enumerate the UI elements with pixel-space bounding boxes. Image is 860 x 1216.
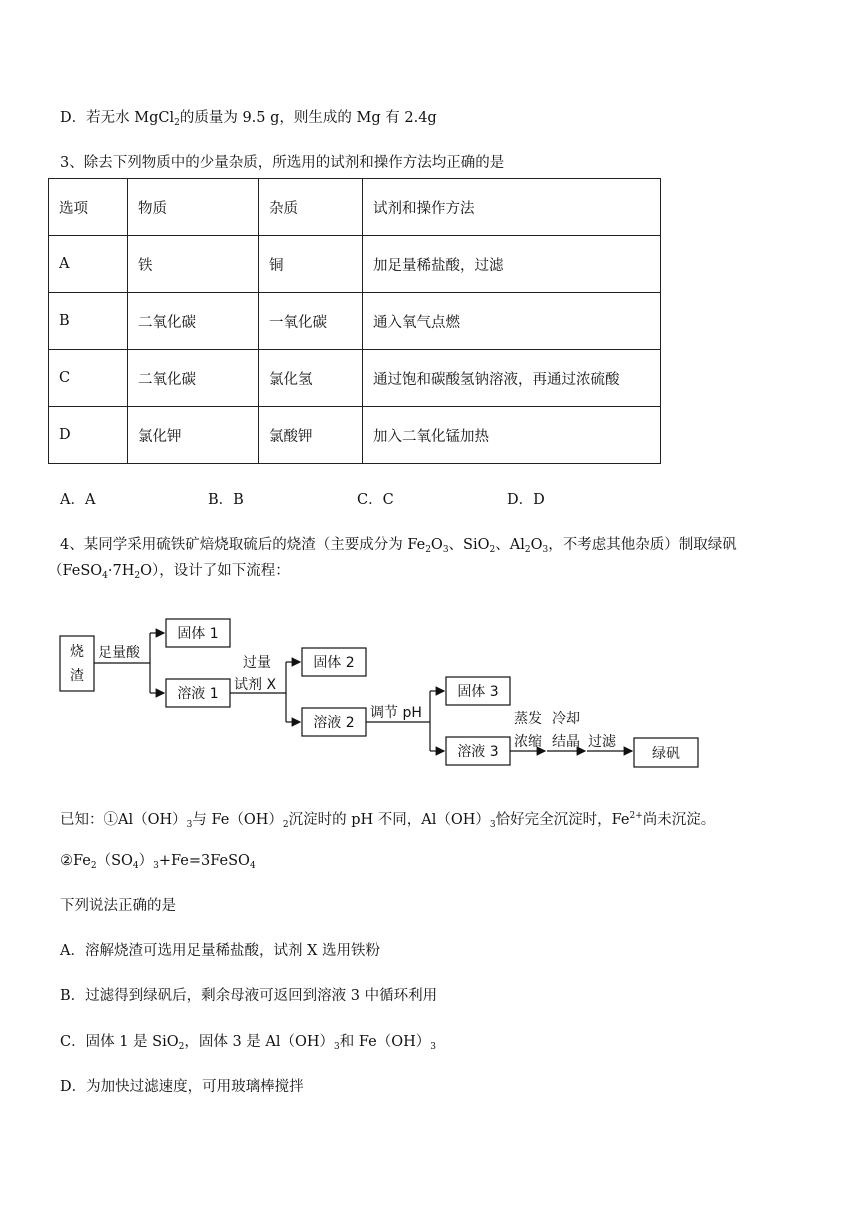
flow-evap-top: 蒸发	[514, 711, 542, 727]
box-solution2	[302, 708, 366, 736]
table-cell: C	[49, 350, 128, 407]
text: ②Fe	[60, 853, 91, 869]
text: ，不考虑其他杂质）制取绿矾	[548, 537, 737, 553]
flow-cool-bottom: 结晶	[552, 734, 580, 750]
flow-start-1: 烧	[70, 644, 84, 660]
text: ·7H	[107, 563, 135, 579]
q3-options-table	[48, 178, 661, 464]
flow-solution1: 溶液 1	[177, 686, 219, 702]
text: ，固体 3 是 Al（OH）	[184, 1034, 335, 1050]
subscript: 3	[542, 545, 549, 555]
table-header-row	[49, 179, 661, 236]
table-row	[49, 350, 661, 407]
q4-stem-line1	[60, 535, 737, 560]
text: 与 Fe（OH）	[192, 812, 283, 828]
table-cell: 通过饱和碳酸氢钠溶液，再通过浓硫酸	[363, 350, 661, 407]
text: 恰好完全沉淀时，Fe	[495, 812, 630, 828]
box-solid2	[302, 648, 366, 676]
table-cell: 氯化氢	[259, 350, 363, 407]
text: ）	[138, 853, 154, 869]
text: 已知：①Al（OH）	[60, 812, 187, 828]
q4-option-c	[60, 1032, 436, 1057]
table-header-cell: 选项	[49, 179, 128, 236]
box-solid3	[446, 677, 510, 705]
flow-step2-top: 过量	[243, 655, 271, 671]
flow-solution2: 溶液 2	[313, 715, 355, 731]
q2-option-d	[60, 108, 437, 133]
flow-product: 绿矾	[652, 746, 680, 762]
q2-option-d-text: D．若无水 MgCl	[60, 110, 175, 126]
subscript: 2	[489, 545, 496, 555]
box-product	[634, 738, 698, 767]
q3-answer-a: A．A	[60, 492, 96, 508]
q3-answer-d: D．D	[507, 492, 545, 508]
subscript: 2	[90, 861, 97, 871]
flow-evap-bottom: 浓缩	[514, 734, 542, 750]
q4-option-a: A．溶解烧渣可选用足量稀盐酸，试剂 X 选用铁粉	[60, 943, 381, 959]
table-row	[49, 407, 661, 464]
subscript: 2	[425, 545, 431, 555]
q4-prompt: 下列说法正确的是	[60, 898, 176, 914]
subscript: 2	[178, 1042, 185, 1052]
table-row	[49, 293, 661, 350]
table-cell: 通入氧气点燃	[363, 293, 661, 350]
q4-option-d: D．为加快过滤速度，可用玻璃棒搅拌	[60, 1079, 304, 1095]
q2-option-d-text-rest: 的质量为 9.5 g，则生成的 Mg 有 2.4g	[179, 110, 437, 126]
q3-answer-c: C．C	[357, 492, 394, 508]
text: （SO	[96, 853, 133, 869]
text: +Fe=3FeSO	[158, 853, 250, 869]
flow-step2-bottom: 试剂 X	[234, 677, 277, 693]
text: 尚未沉淀。	[642, 812, 716, 828]
flow-solid1: 固体 1	[177, 626, 219, 642]
subscript: 3	[442, 545, 449, 555]
flow-cool-top: 冷却	[552, 711, 580, 727]
flow-start-2: 渣	[70, 668, 84, 684]
q4-option-b: B．过滤得到绿矾后，剩余母液可返回到溶液 3 中循环利用	[60, 988, 438, 1004]
subscript: 2	[282, 820, 289, 830]
subscript: 3	[186, 820, 193, 830]
subscript: 4	[102, 571, 108, 581]
table-cell: 氯化钾	[128, 407, 259, 464]
table-cell: 加入二氧化锰加热	[363, 407, 661, 464]
table-cell: A	[49, 236, 128, 293]
subscript: 4	[249, 861, 256, 871]
table-header-cell: 杂质	[259, 179, 363, 236]
table-header-cell: 物质	[128, 179, 259, 236]
q4-known-1	[60, 806, 715, 835]
text: 沉淀时的 pH 不同，Al（OH）	[288, 812, 490, 828]
table-cell: 铜	[259, 236, 363, 293]
subscript: 3	[430, 1042, 437, 1052]
flow-filter: 过滤	[588, 734, 616, 750]
table-cell: 一氧化碳	[259, 293, 363, 350]
table-cell: 二氧化碳	[128, 293, 259, 350]
subscript: 3	[489, 820, 496, 830]
subscript: 3	[334, 1042, 340, 1052]
text: O），设计了如下流程：	[140, 563, 290, 579]
subscript: 2	[174, 118, 180, 128]
q4-known-2	[60, 851, 256, 876]
table-cell: 二氧化碳	[128, 350, 259, 407]
table-cell: D	[49, 407, 128, 464]
superscript: 2+	[629, 811, 643, 821]
text: C．固体 1 是 SiO	[60, 1034, 179, 1050]
box-solid1	[166, 619, 230, 647]
flow-step3: 调节 pH	[370, 705, 422, 721]
text: O	[530, 537, 543, 553]
text: （FeSO	[48, 563, 103, 579]
box-solution3	[446, 737, 510, 765]
subscript: 2	[134, 571, 141, 581]
q3-answer-b: B．B	[208, 492, 244, 508]
table-cell: 铁	[128, 236, 259, 293]
table-header-cell: 试剂和操作方法	[363, 179, 661, 236]
text: 、SiO	[448, 537, 490, 553]
box-start	[60, 636, 94, 691]
text: 和 Fe（OH）	[339, 1034, 431, 1050]
table-row	[49, 236, 661, 293]
text: 4、某同学采用硫铁矿焙烧取硫后的烧渣（主要成分为 Fe	[60, 537, 426, 553]
flow-solid3: 固体 3	[457, 684, 499, 700]
flow-solution3: 溶液 3	[457, 744, 499, 760]
q3-stem: 3、除去下列物质中的少量杂质，所选用的试剂和操作方法均正确的是	[60, 155, 505, 171]
table-cell: 氯酸钾	[259, 407, 363, 464]
box-solution1	[166, 679, 230, 707]
flow-step1: 足量酸	[98, 645, 140, 661]
subscript: 3	[153, 861, 159, 871]
subscript: 2	[524, 545, 531, 555]
table-cell: B	[49, 293, 128, 350]
flow-solid2: 固体 2	[313, 655, 355, 671]
q4-stem-line2	[48, 561, 290, 586]
text: O	[430, 537, 443, 553]
text: 、Al	[495, 537, 525, 553]
table-cell: 加足量稀盐酸，过滤	[363, 236, 661, 293]
subscript: 4	[132, 861, 139, 871]
